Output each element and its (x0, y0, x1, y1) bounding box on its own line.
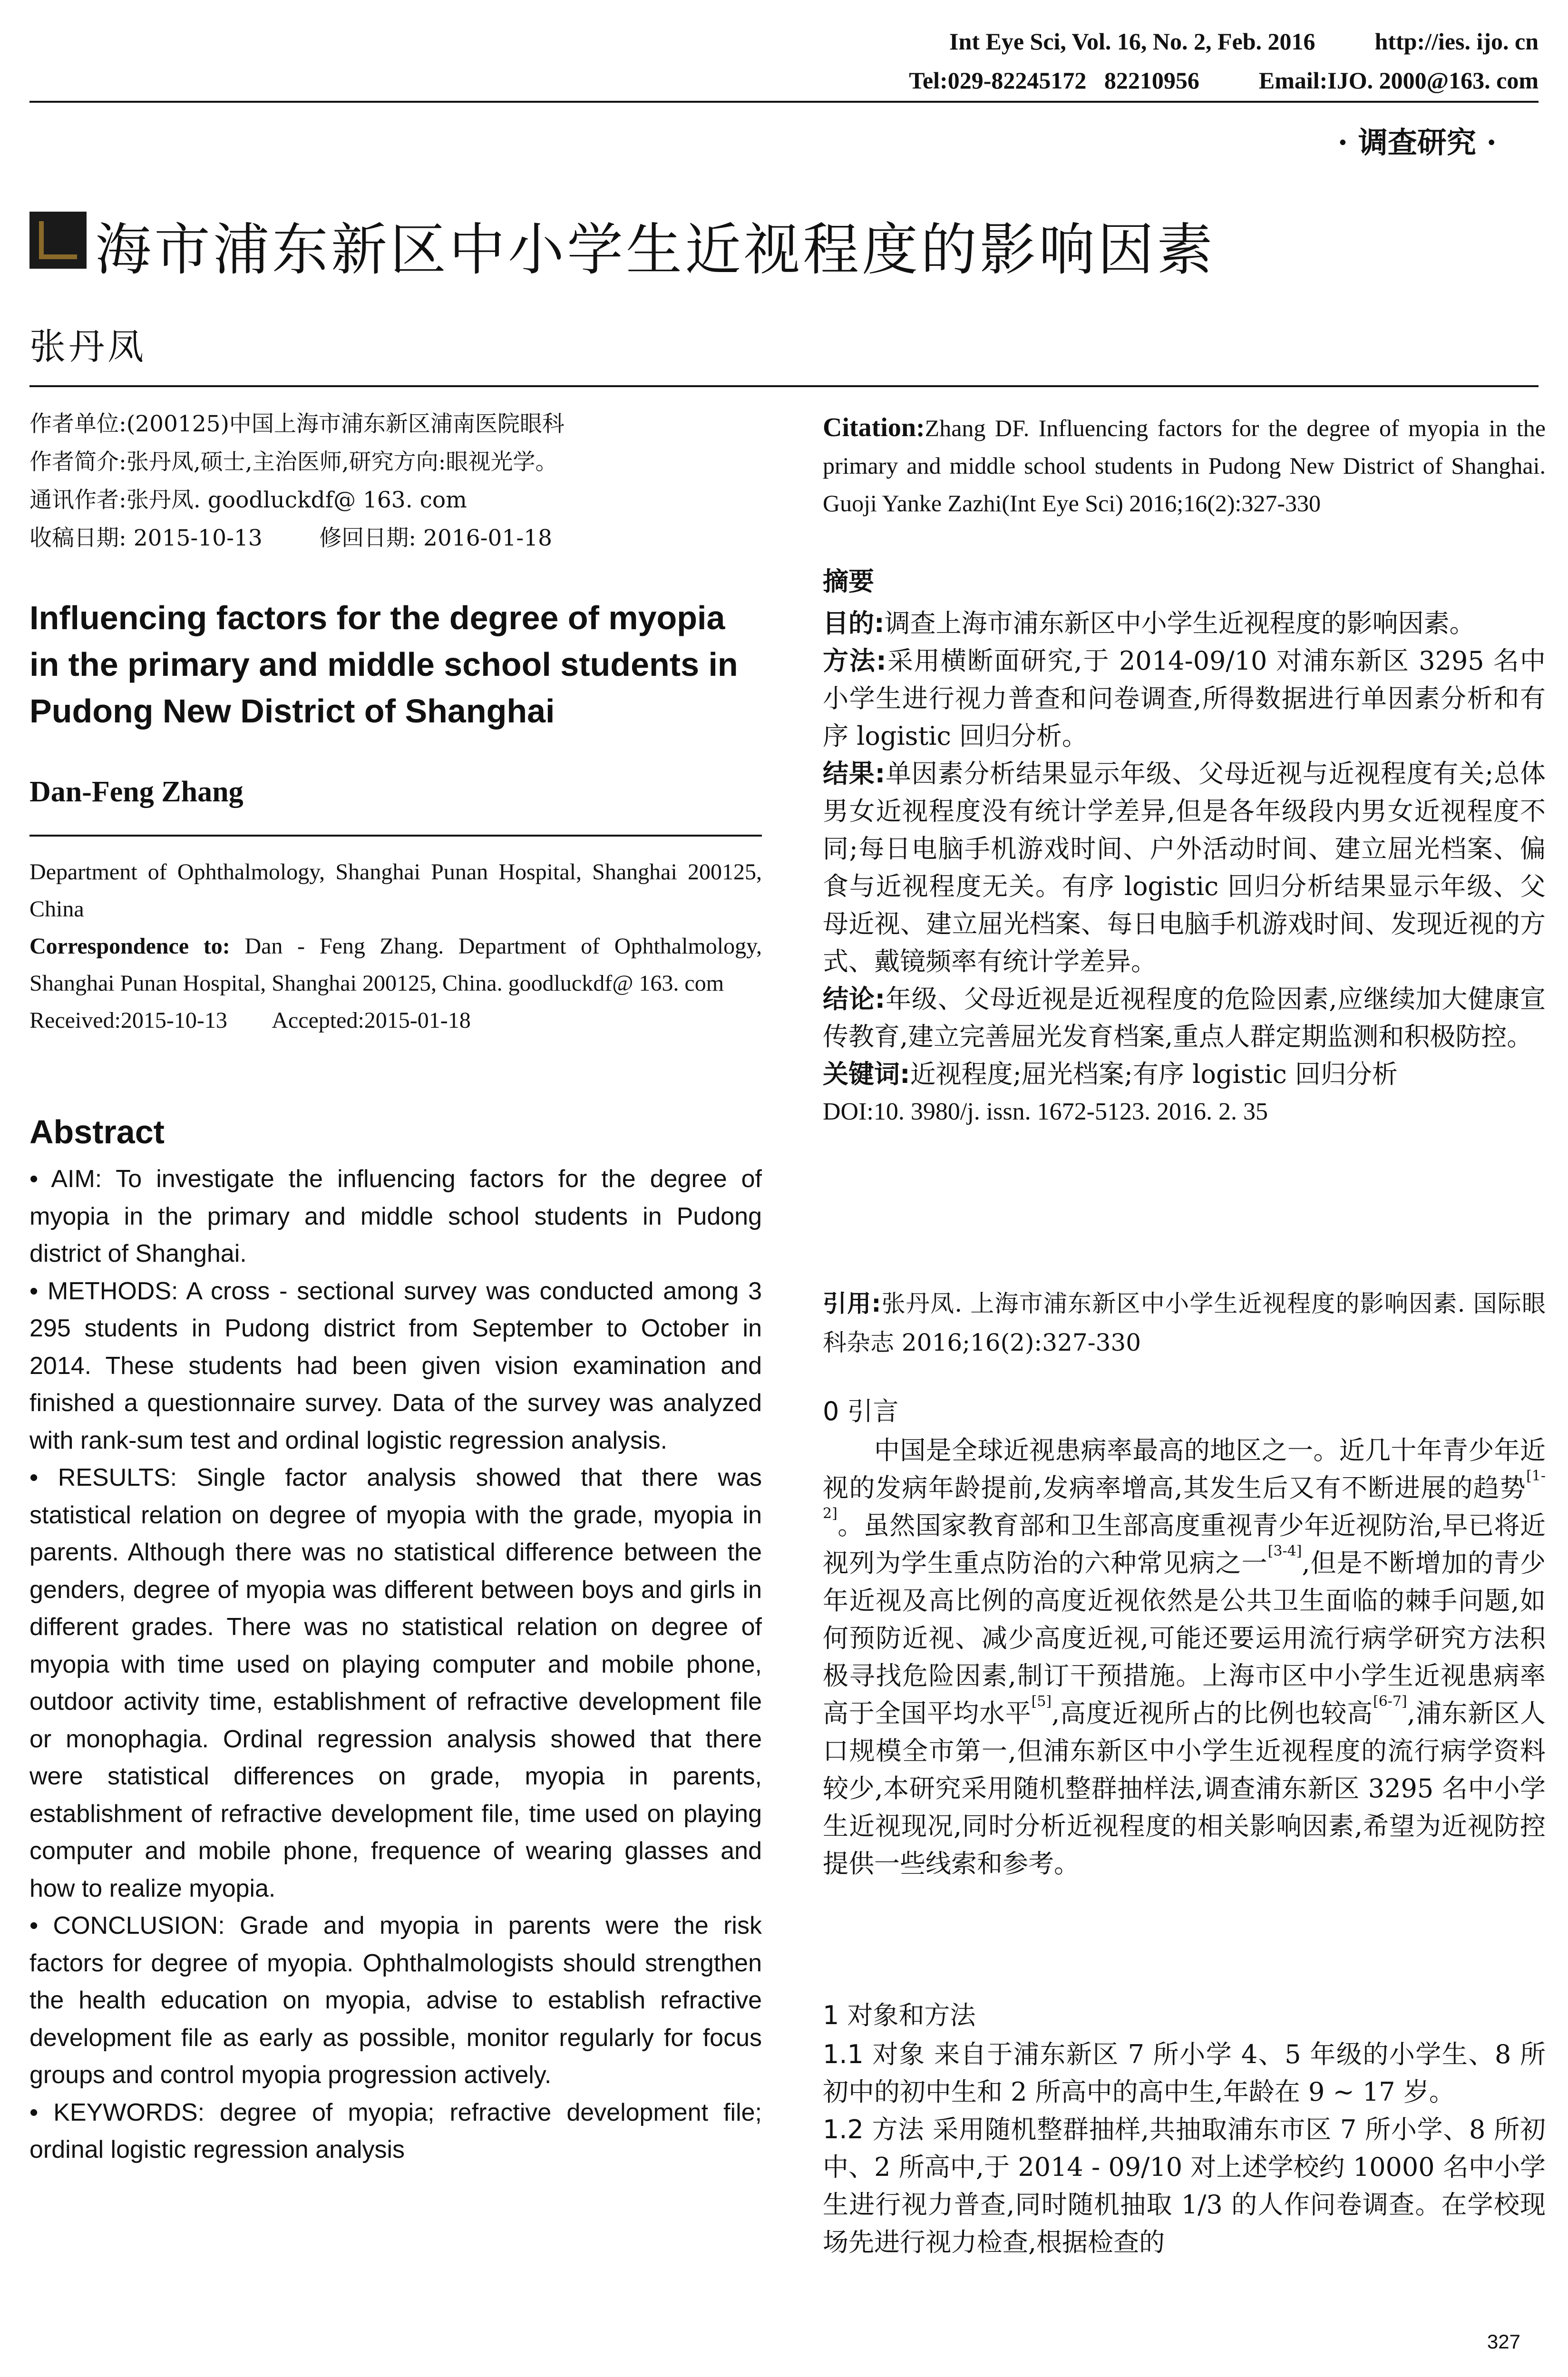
info-dates: 收稿日期: 2015-10-13 修回日期: 2016-01-18 (29, 525, 553, 551)
abstract-en (29, 1160, 762, 2169)
abstract-zh-conclusion: 结论:年级、父母近视是近视程度的危险因素,应继续加大健康宣传教育,建立完善屈光发育档案,重点人群定期监测和积极防控。 (823, 984, 1546, 1052)
author-rule (29, 835, 762, 837)
author-en: Dan-Feng Zhang (29, 776, 243, 808)
affiliation-block (29, 854, 762, 1039)
abstract-zh-heading: 摘要 (823, 566, 874, 596)
citation-zh: 引用:张丹凤. 上海市浦东新区中小学生近视程度的影响因素. 国际眼科杂志 2016;16(2):327-330 (823, 1290, 1546, 1356)
abstract-heading: Abstract (29, 1113, 165, 1150)
title-first-char (29, 205, 87, 271)
methods-heading: 1 对象和方法 (823, 2000, 976, 2030)
abstract-conclusion: • CONCLUSION: Grade and myopia in parents were the risk factors for degree of myopia. Ophthalmologists should strengthen the health education on myopia, advise to establish refractive development file as early as possible, monitor regularly for focus groups and control myopia progression actively. (29, 1912, 762, 2089)
title-en: Influencing factors for the degree of myopia in the primary and middle school students in Pudong New District of Shanghai (29, 599, 738, 730)
citation-label: Citation: (823, 413, 925, 442)
intro-heading: 0 引言 (823, 1396, 899, 1426)
abstract-zh (823, 561, 1546, 1130)
abstract-zh-keywords: 关键词:近视程度;屈光档案;有序 logistic 回归分析 (823, 1059, 1398, 1089)
abstract-zh-methods: 方法:采用横断面研究,于 2014-09/10 对浦东新区 3295 名中小学生进行视力普查和问卷调查,所得数据进行单因素分析和有序 logistic 回归分析。 (823, 646, 1546, 751)
correspondence-en: Correspondence to: Dan - Feng Zhang. Department of Ophthalmology, Shanghai Punan Hospital, Shanghai 200125, China. goodluckdf@ 163. com (29, 934, 762, 996)
title-zh: 海市浦东新区中小学生近视程度的影响因素 (95, 217, 1216, 283)
intro-paragraph: 中国是全球近视患病率最高的地区之一。近几十年青少年近视的发病年龄提前,发病率增高,其发生后又有不断进展的趋势[1-2]。虽然国家教育部和卫生部高度重视青少年近视防治,早已将近视列为学生重点防治的六种常见病之一[3-4],但是不断增加的青少年近视及高比例的高度近视依然是公共卫生面临的棘手问题,如何预防近视、减少高度近视,可能还要运用流行病学研究方法积极寻找危险因素,制订干预措施。上海市区中小学生近视患病率高于全国平均水平[5],高度近视所占的比例也较高[6-7],浦东新区人口规模全市第一,但浦东新区中小学生近视程度的流行病学资料较少,本研究采用随机整群抽样法,调查浦东新区 3295 名中小学生近视现况,同时分析近视程度的相关影响因素,希望为近视防控提供一些线索和参考。 (823, 1435, 1546, 1879)
methods-procedure: 1.2 方法 采用随机整群抽样,共抽取浦东市区 7 所小学、8 所初中、2 所高中,于 2014 - 09/10 对上述学校约 10000 名中小学生进行视力普查,同时随机抽取 1/3 的人作问卷调查。在学校现场先进行视力检查,根据检查的 (823, 2114, 1546, 2257)
affiliation-en: Department of Ophthalmology, Shanghai Punan Hospital, Shanghai 200125, China (29, 859, 762, 922)
running-header-contact: Tel:029-82245172 82210956 Email:IJO. 2000@163. com (909, 67, 1539, 94)
info-affiliation: 作者单位:(200125)中国上海市浦东新区浦南医院眼科 (29, 411, 565, 437)
introduction (823, 1391, 1546, 1882)
page-number: 327 (1487, 2330, 1520, 2353)
abstract-keywords: • KEYWORDS: degree of myopia; refractive development file; ordinal logistic regression analysis (29, 2098, 762, 2163)
abstract-results: • RESULTS: Single factor analysis showed that there was statistical relation on degree of myopia with the grade, myopia in parents. Although there was no statistical difference between the genders, degree of myopia was different between boys and girls in different grades. There was no statistical relation on degree of myopia with time used on playing computer and mobile phone, outdoor activity time, establishment of refractive development file or monophagia. Ordinal regression analysis showed that there were statistical differences on grade, myopia in parents, establishment of refractive development file, time used on playing computer and mobile phone, frequence of wearing glasses and how to realize myopia. (29, 1464, 762, 1902)
author-info-zh (29, 405, 762, 557)
abstract-aim: • AIM: To investigate the influencing factors for the degree of myopia in the primary and middle school students in Pudong district of Shanghai. (29, 1165, 762, 1267)
title-rule (29, 385, 1539, 387)
running-header-journal: Int Eye Sci, Vol. 16, No. 2, Feb. 2016 http://ies. ijo. cn (949, 28, 1539, 55)
citation-en: Citation:Zhang DF. Influencing factors for the degree of myopia in the primary and middle school students in Pudong New District of Shanghai. Guoji Yanke Zazhi(Int Eye Sci) 2016;16(2):327-330 (823, 413, 1546, 516)
info-bio: 作者简介:张丹凤,硕士,主治医师,研究方向:眼视光学。 (29, 449, 558, 475)
article-category: · 调查研究 · (1337, 125, 1497, 160)
abstract-zh-results: 结果:单因素分析结果显示年级、父母近视与近视程度有关;总体男女近视程度没有统计学差异,但是各年级段内男女近视程度不同;每日电脑手机游戏时间、户外活动时间、建立屈光档案、偏食与近视程度无关。有序 logistic 回归分析结果显示年级、父母近视、建立屈光档案、每日电脑手机游戏时间、发现近视的方式、戴镜频率有统计学差异。 (823, 759, 1546, 976)
author-zh: 张丹凤 (29, 325, 146, 368)
doi: DOI:10. 3980/j. issn. 1672-5123. 2016. 2. 35 (823, 1098, 1268, 1125)
abstract-methods: • METHODS: A cross - sectional survey was conducted among 3 295 students in Pudong district from September to October in 2014. These students had been given vision examination and finished a questionnaire survey. Data of the survey was analyzed with rank-sum test and ordinal logistic regression analysis. (29, 1277, 762, 1454)
methods-subjects: 1.1 对象 来自于浦东新区 7 所小学 4、5 年级的小学生、8 所初中的初中生和 2 所高中的高中生,年龄在 9 ~ 17 岁。 (823, 2039, 1546, 2107)
abstract-zh-aim: 目的:调查上海市浦东新区中小学生近视程度的影响因素。 (823, 608, 1475, 638)
methods (823, 1995, 1546, 2261)
correspondence-label: Correspondence to: (29, 934, 230, 959)
header-rule (29, 101, 1539, 103)
info-corresponding: 通讯作者:张丹凤. goodluckdf@ 163. com (29, 487, 467, 513)
received-dates: Received:2015-10-13 Accepted:2015-01-18 (29, 1008, 471, 1033)
